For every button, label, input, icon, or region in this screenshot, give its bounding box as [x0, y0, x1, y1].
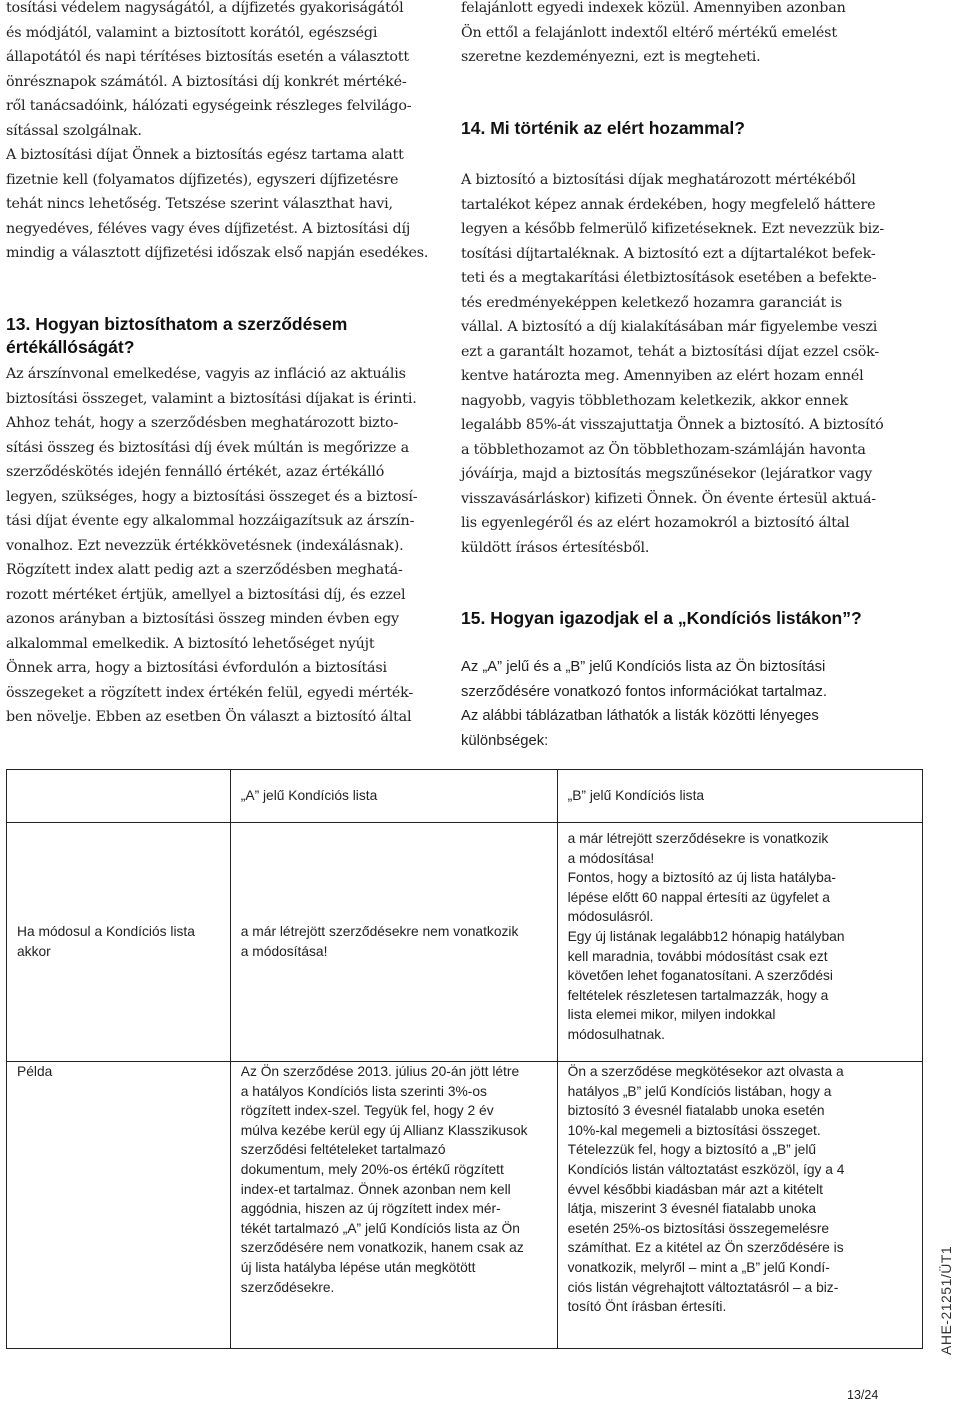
table-row — [7, 823, 923, 1062]
table-row — [7, 1062, 923, 1349]
individual-index-text: felajánlott egyedi indexek közül. Amennyiben azonban Ön ettől a felajánlott indextől eltérő mértékű emelést szeretne kezdeményezni, ezt is megteheti. — [461, 0, 846, 65]
condition-lists-text: Az „A” jelű és a „B” jelű Kondíciós lista az Ön biztosítási szerződésére vonatkozó fontos információkat tartalmaz. Az alábbi táblázatban láthatók a listák közötti lényeges különbségek: — [461, 659, 827, 749]
yield-text: A biztosító a biztosítási díjak meghatározott mértékéből tartalékot képez annak érdekében, hogy megfelelő háttere legyen a később felmerülő kifizetéseknek. Ezt nevezzük biz- tosítási díjtartaléknak. A biztosító ezt a díjtartalékot befek- teti és a megtakarítási életbiztosítások esetében a befekte- tés eredményeképpen keletkező hozamra garanciát is vállal. A biztosító a díj kialakításában már figyelembe veszi ezt a garantált hozamot, tehát a biztosítási díjat ezzel csök- kentve határozta meg. Amennyiben az elért hozam ennél nagyobb, vagyis többlethozam keletkezik, akkor ennek legalább 85%-át visszajuttatja Önnek a biztosító. A biztosító a többlethozamot az Ön többlethozam-számláján havonta jóváírja, majd a biztosítás megszűnésekor (lejáratkor vagy visszavásárláskor) kifizeti Önnek. Ön évente értesül aktuá- lis egyenlegéről és az elért hozamokról a biztosító által küldött írásos értesítésből. — [461, 172, 884, 556]
row-label-modification: Ha módosul a Kondíciós lista akkor — [7, 823, 231, 1062]
table-header-row — [7, 770, 923, 823]
paragraph-indexation — [6, 362, 426, 730]
page-number: 13/24 — [847, 1388, 879, 1402]
section-heading: 13. Hogyan biztosíthatom a szerződésem értékállóságát? — [6, 314, 348, 357]
header-list-a: „A” jelű Kondíciós lista — [230, 770, 557, 823]
paragraph-condition-lists — [461, 655, 891, 753]
cell-b-example: Ön a szerződése megkötésekor azt olvasta a hatályos „B” jelű Kondíciós listában, hogy a biztosító 3 évesnél fiatalabb unoka esetén 10%-kal megemeli a biztosítási összeget. Tételezzük fel, hogy a biztosító a „B” jelű Kondíciós listán változtatást eszközöl, így a 4 évvel későbbi kiadásban már azt a kitételt látja, miszerint 3 évesnél fiatalabb unoka esetén 25%-os biztosítási összegemelésre számíthat. Ez a kitétel az Ön szerződésére is vonatkozik, melyről – mint a „B” jelű Kondí- ciós listán végrehajtott változtatásról – a biz- tosító Önt írásban értesíti. — [557, 1062, 922, 1349]
cell-b-modification: a már létrejött szerződésekre is vonatkozik a módosítása! Fontos, hogy a biztosító az új lista hatályba- lépése előtt 60 nappal értesíti az ügyfelet a módosulásról. Egy új listának legalább12 hónapig hatályban kell maradnia, további módosítást csak ezt követően lehet foganatosítani. A szerződési feltételek részletesen tartalmazzák, hogy a lista elemei mikor, milyen indokkal módosulhatnak. — [557, 823, 922, 1062]
condition-list-table — [6, 769, 923, 1349]
paragraph-individual-index — [461, 0, 891, 70]
heading-13 — [6, 313, 426, 359]
header-list-b: „B” jelű Kondíciós lista — [557, 770, 922, 823]
paragraph-premium — [6, 0, 429, 266]
cell-a-example: Az Ön szerződése 2013. július 20-án jött létre a hatályos Kondíciós lista szerinti 3%-os rögzített index-szel. Tegyük fel, hogy 2 év múlva kezébe kerül egy új Allianz Klasszikusok szerződési feltételeket tartalmazó dokumentum, mely 20%-os értékű rögzített index-et tartalmaz. Önnek azonban nem kell aggódnia, hiszen az új rögzített index mér- tékét tartalmazó „A” jelű Kondíciós lista az Ön szerződésére nem vonatkozik, hanem csak az új lista hatályba lépése után megkötött szerződésekre. — [230, 1062, 557, 1349]
heading-15: 15. Hogyan igazodjak el a „Kondíciós listákon”? — [461, 608, 862, 628]
table-corner-cell — [7, 770, 231, 823]
premium-text: tosítási védelem nagyságától, a díjfizetés gyakoriságától és módjától, valamint a biztosított korától, egészségi állapotától és napi térítéses biztosítás esetén a választott önrésznapok számától. A biztosítási díj konkrét mértéké- ről tanácsadóink, hálózati egységeink részleges felvilágo- sítással szolgálnak. A biztosítási díjat Önnek a biztosítás egész tartama alatt fizetnie kell (folyamatos díjfizetés), egyszeri díjfizetésre tehát nincs lehetőség. Tetszése szerint választhat havi, negyedéves, féléves vagy éves díjfizetést. A biztosítási díj mindig a választott díjfizetési időszak első napján esedékes. — [6, 0, 429, 261]
indexation-text: Az árszínvonal emelkedése, vagyis az infláció az aktuális biztosítási összeget, valamint a biztosítási díjakat is érinti. Ahhoz tehát, hogy a szerződésben meghatározott bizto- sítási összeg és biztosítási díj évek múltán is megőrizze a szerződéskötés idején fennálló értékét, azaz értékálló legyen, szükséges, hogy a biztosítási összeget és a biztosí- tási díjat évente egy alkalommal hozzáigazítsuk az árszín- vonalhoz. Ezt nevezzük értékkövetésnek (indexálásnak). Rögzített index alatt pedig azt a szerződésben meghatá- rozott mértéket értjük, amellyel a biztosítási díj, és ezzel azonos arányban a biztosítási összeg minden évben egy alkalommal emelkedik. A biztosító lehetőséget nyújt Önnek arra, hogy a biztosítási évfordulón a biztosítási összegeket a rögzített index értékén felül, egyedi mérték- ben növelje. Ebben az esetben Ön választ a biztosító által — [6, 366, 418, 725]
cell-a-modification: a már létrejött szerződésekre nem vonatkozik a módosítása! — [230, 823, 557, 1062]
paragraph-yield — [461, 168, 891, 560]
row-label-example: Példa — [7, 1062, 231, 1349]
heading-14: 14. Mi történik az elért hozammal? — [461, 118, 745, 138]
document-code: AHE-21251/ÜT1 — [938, 1245, 954, 1355]
